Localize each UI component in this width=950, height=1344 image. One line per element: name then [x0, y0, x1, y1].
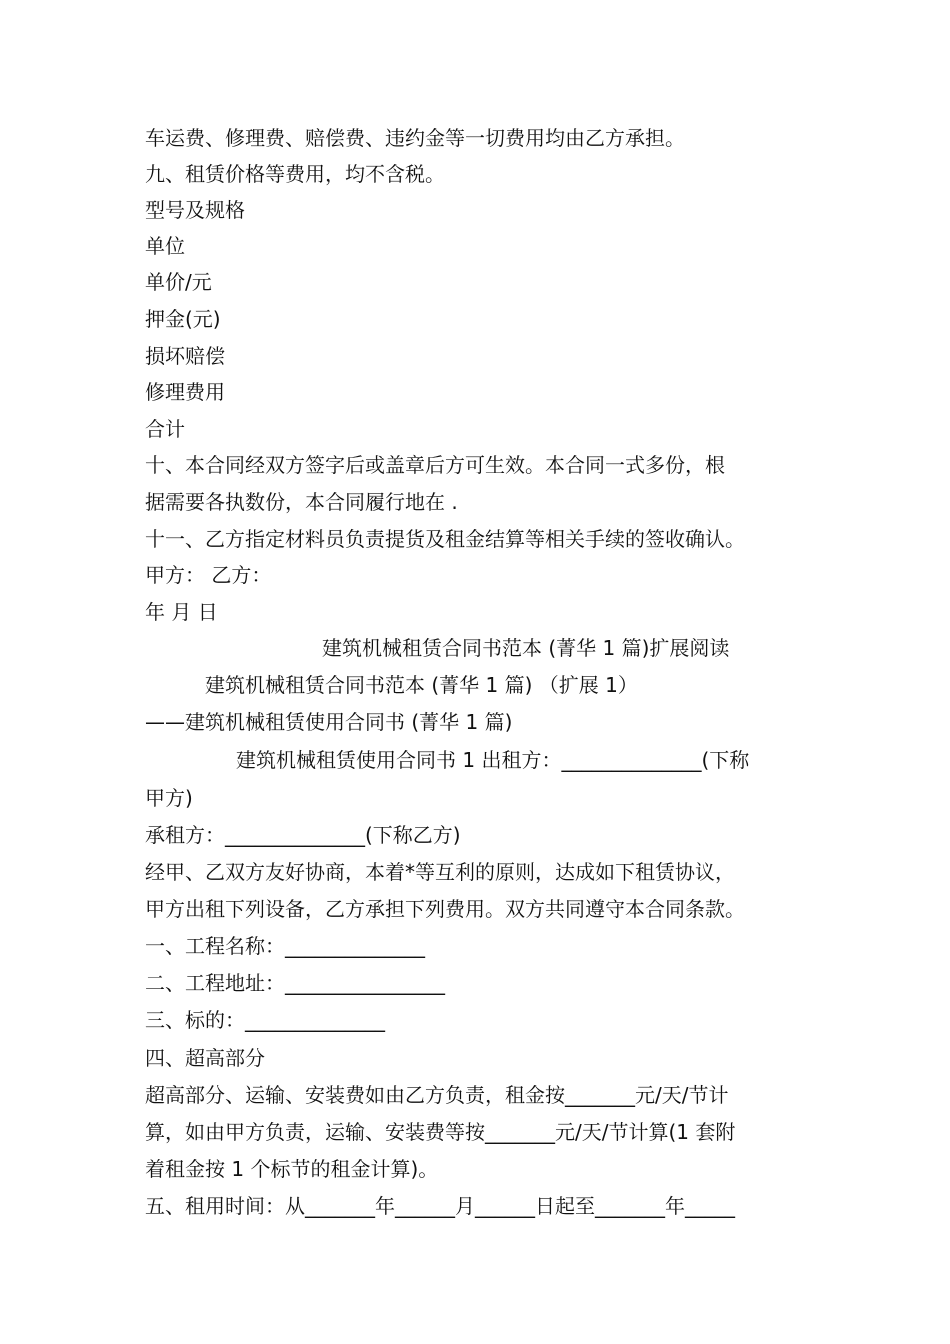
text-line: 超高部分、运输、安装费如由乙方负责，租金按_______元/天/节计 [145, 1083, 729, 1107]
text-line: 押金(元) [145, 307, 221, 331]
section-title: 建筑机械租赁合同书范本 (菁华 1 篇)扩展阅读 [322, 636, 730, 660]
text-line: 据需要各执数份，本合同履行地在 . [145, 490, 458, 514]
text-line: 算，如由甲方负责，运输、安装费等按_______元/天/节计算(1 套附 [145, 1120, 736, 1144]
text-line: 损坏赔偿 [145, 344, 225, 368]
text-line: 建筑机械租赁使用合同书 1 出租方：______________(下称 [236, 748, 750, 772]
text-line: 经甲、乙双方友好协商，本着*等互利的原则，达成如下租赁协议， [145, 860, 735, 884]
text-line: 承租方：______________(下称乙方) [145, 823, 461, 847]
text-line: 一、工程名称：______________ [145, 934, 425, 958]
text-line: 车运费、修理费、赔偿费、违约金等一切费用均由乙方承担。 [145, 126, 685, 150]
text-line: 甲方出租下列设备，乙方承担下列费用。双方共同遵守本合同条款。 [145, 897, 745, 921]
section-subtitle: 建筑机械租赁合同书范本 (菁华 1 篇) （扩展 1） [205, 673, 638, 697]
text-line: 九、租赁价格等费用，均不含税。 [145, 162, 445, 186]
text-line: 二、工程地址：________________ [145, 971, 445, 995]
text-line: 修理费用 [145, 380, 225, 404]
text-line: 甲方： 乙方： [145, 563, 272, 587]
text-line: 十一、乙方指定材料员负责提货及租金结算等相关手续的签收确认。 [145, 527, 745, 551]
text-line: 三、标的：______________ [145, 1008, 385, 1032]
text-line: 四、超高部分 [145, 1046, 265, 1070]
text-line: 着租金按 1 个标节的租金计算)。 [145, 1157, 439, 1181]
text-line: 单价/元 [145, 270, 212, 294]
text-line: 十、本合同经双方签字后或盖章后方可生效。本合同一式多份，根 [145, 453, 725, 477]
text-line: 甲方) [145, 786, 193, 810]
text-line: 合计 [145, 417, 185, 441]
text-line: 单位 [145, 234, 185, 258]
text-line: 型号及规格 [145, 198, 245, 222]
text-line: 五、租用时间：从_______年______月______日起至_______年_____ [145, 1194, 735, 1218]
text-line: 年 月 日 [145, 600, 218, 624]
text-line: ——建筑机械租赁使用合同书 (菁华 1 篇) [145, 710, 513, 734]
